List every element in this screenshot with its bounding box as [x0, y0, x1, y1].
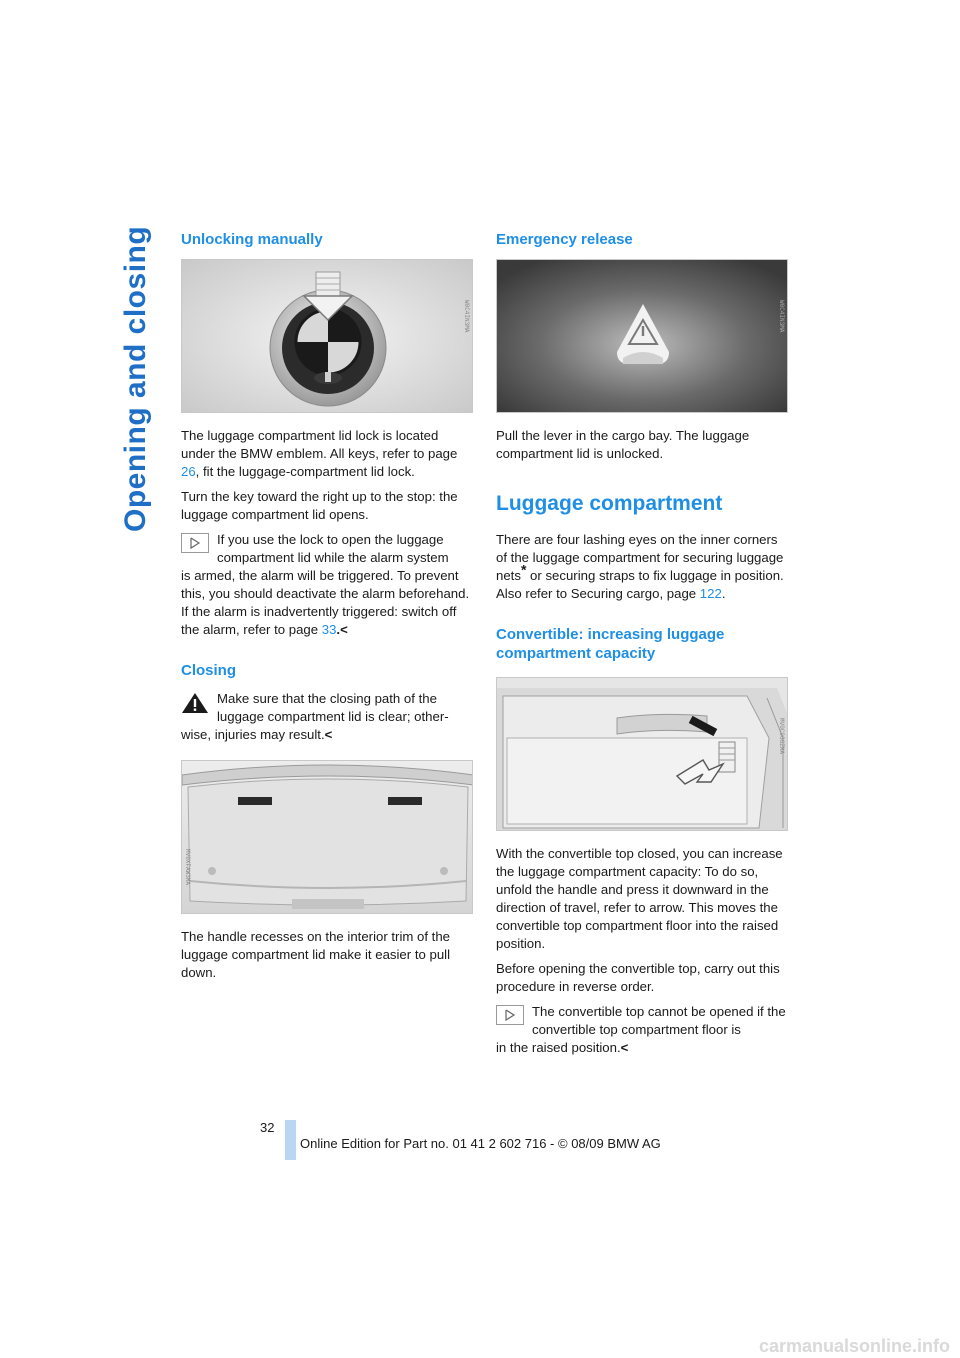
left-column	[181, 230, 473, 989]
figure-code: W0C4IN3MA	[463, 300, 470, 333]
section-tab: Opening and closing	[119, 226, 152, 533]
paragraph-lock-location: The luggage compartment lid lock is located under the BMW emblem. All keys, refer to page 26, fit the luggage-compartment lid lock.	[181, 428, 458, 479]
closing-heading: Closing	[181, 662, 236, 679]
figure-convertible-floor	[496, 677, 788, 831]
paragraph-reverse-order: Before opening the convertible top, carry out this procedure in reverse order.	[496, 961, 780, 994]
paragraph-handle-recesses: The handle recesses on the interior trim of the luggage compartment lid make it easier to pull down.	[181, 929, 451, 980]
warning-triangle-icon	[181, 692, 209, 714]
convertible-floor-illustration	[497, 678, 788, 831]
emergency-heading: Emergency release	[496, 231, 633, 248]
warning-closing: Make sure that the closing path of the luggage compartment lid is clear; other- wise, injuries may result.<	[181, 691, 449, 742]
figure-lid-interior	[181, 760, 473, 914]
figure-emblem-lock	[181, 259, 473, 413]
page-link-26[interactable]: 26	[181, 464, 196, 479]
paragraph-turn-key: Turn the key toward the right up to the stop: the luggage compartment lid opens.	[181, 489, 458, 522]
lid-interior-illustration	[182, 761, 473, 914]
bmw-emblem-illustration	[182, 260, 473, 413]
note-icon	[181, 533, 209, 553]
page-link-122[interactable]: 122	[699, 586, 722, 601]
convertible-heading: Convertible: increasing luggage compartment capacity	[496, 626, 725, 662]
footer-edition-text: Online Edition for Part no. 01 41 2 602 716 - © 08/09 BMW AG	[300, 1136, 661, 1151]
page-number: 32	[260, 1120, 275, 1135]
figure-emergency-release	[496, 259, 788, 413]
paragraph-pull-lever: Pull the lever in the cargo bay. The luggage compartment lid is unlocked.	[496, 428, 750, 461]
footer-accent-bar	[285, 1120, 296, 1160]
emergency-release-illustration	[497, 260, 788, 413]
luggage-heading: Luggage compartment	[496, 492, 723, 515]
unlocking-heading: Unlocking manually	[181, 231, 323, 248]
optional-equipment-star: *	[520, 561, 527, 578]
paragraph-lashing-eyes: There are four lashing eyes on the inner corners of the luggage compartment for securing luggage nets* or securing straps to fix luggage in position. Also refer to Securing cargo, page 122.	[496, 532, 784, 601]
figure-code: MV0XFAW3MA	[184, 849, 191, 886]
note-icon	[496, 1005, 524, 1025]
figure-code: W0C4IN3MA	[778, 300, 785, 333]
note-alarm: If you use the lock to open the luggage compartment lid while the alarm system is armed, the alarm will be triggered. To prevent this, you should deactivate the alarm beforehand. If the alarm is inadvertently triggered: switch off the alarm, refer to page 33.<	[181, 532, 470, 637]
figure-code: MV0C9G6ZMA	[778, 718, 785, 755]
paragraph-increase-capacity: With the convertible top closed, you can increase the luggage compartment capacity: To do so, unfold the handle and press it downward in the direction of travel, refer to arrow. This moves the convertible top compartment floor into the raised position.	[496, 846, 783, 951]
page-link-33[interactable]: 33	[321, 622, 337, 637]
right-column	[496, 230, 788, 1064]
note-convertible-top: The convertible top cannot be opened if the convertible top compartment floor is in the raised position.<	[496, 1004, 786, 1055]
site-watermark: carmanualsonline.info	[758, 1336, 950, 1356]
